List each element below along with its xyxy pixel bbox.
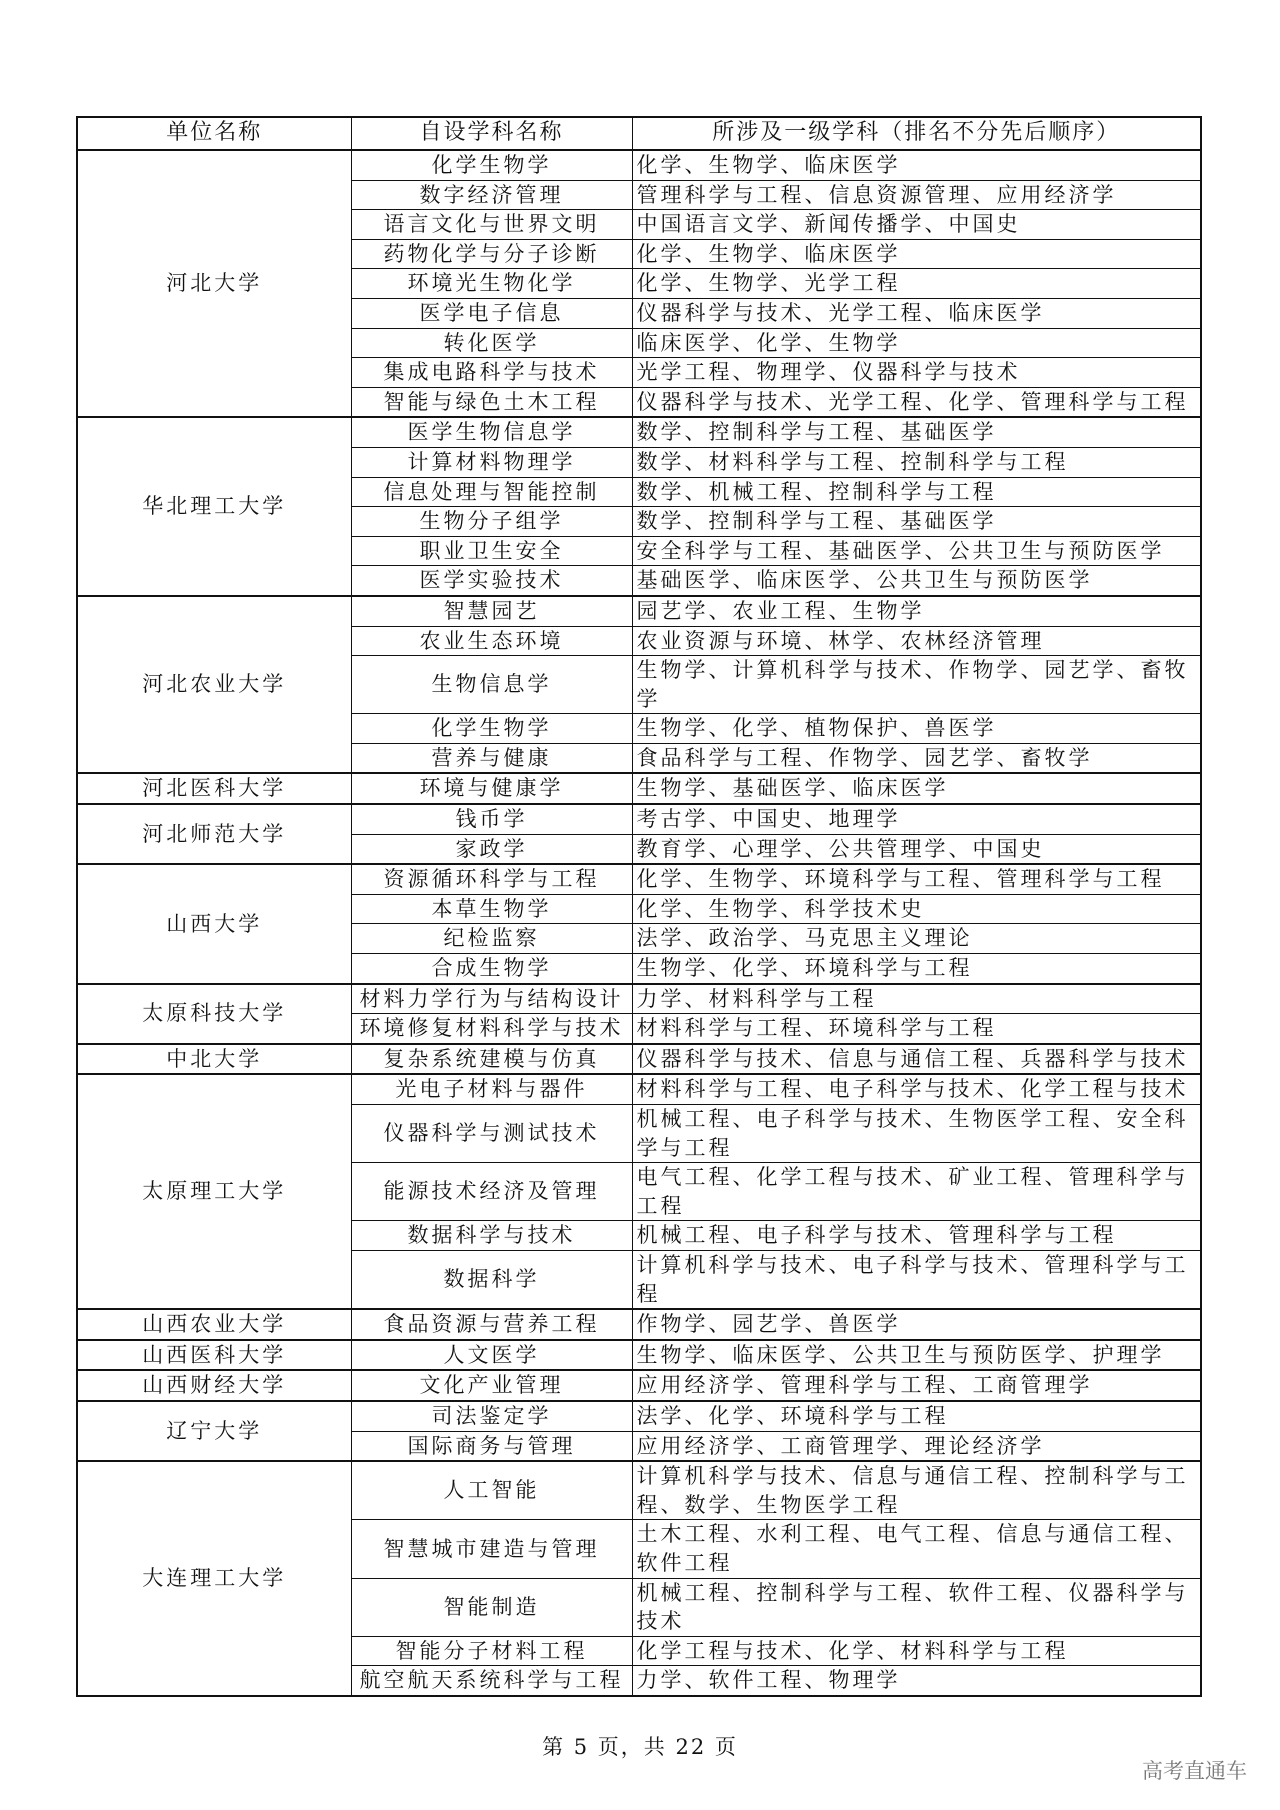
table-row: [77, 984, 1201, 1014]
disciplines-cell: 机械工程、控制科学与工程、软件工程、仪器科学与技术: [632, 1578, 1201, 1636]
subject-name-cell: 营养与健康: [351, 743, 632, 773]
table-row: [77, 1461, 1201, 1520]
disciplines-cell: 生物学、化学、环境科学与工程: [632, 954, 1201, 984]
table-header-row: [77, 117, 1201, 150]
subject-name-cell: 智慧城市建造与管理: [351, 1520, 632, 1578]
disciplines-cell: 考古学、中国史、地理学: [632, 804, 1201, 834]
disciplines-cell: 土木工程、水利工程、电气工程、信息与通信工程、软件工程: [632, 1520, 1201, 1578]
disciplines-cell: 安全科学与工程、基础医学、公共卫生与预防医学: [632, 536, 1201, 566]
unit-name-cell: 山西财经大学: [77, 1370, 351, 1401]
disciplines-cell: 材料科学与工程、环境科学与工程: [632, 1014, 1201, 1044]
unit-name-cell: 辽宁大学: [77, 1401, 351, 1461]
table-row: [77, 1074, 1201, 1104]
subject-table: [76, 116, 1202, 1697]
unit-name-cell: 河北农业大学: [77, 596, 351, 774]
subject-name-cell: 司法鉴定学: [351, 1401, 632, 1431]
disciplines-cell: 生物学、化学、植物保护、兽医学: [632, 714, 1201, 744]
disciplines-cell: 食品科学与工程、作物学、园艺学、畜牧学: [632, 743, 1201, 773]
disciplines-cell: 数学、机械工程、控制科学与工程: [632, 477, 1201, 507]
subject-name-cell: 环境与健康学: [351, 773, 632, 804]
subject-name-cell: 信息处理与智能控制: [351, 477, 632, 507]
subject-name-cell: 数字经济管理: [351, 180, 632, 210]
disciplines-cell: 数学、控制科学与工程、基础医学: [632, 507, 1201, 537]
disciplines-cell: 化学、生物学、环境科学与工程、管理科学与工程: [632, 864, 1201, 894]
subject-name-cell: 合成生物学: [351, 954, 632, 984]
disciplines-cell: 生物学、计算机科学与技术、作物学、园艺学、畜牧学: [632, 656, 1201, 714]
subject-name-cell: 资源循环科学与工程: [351, 864, 632, 894]
watermark: 高考直通车: [1142, 1759, 1247, 1783]
subject-name-cell: 语言文化与世界文明: [351, 210, 632, 240]
unit-name-cell: 太原理工大学: [77, 1074, 351, 1309]
subject-name-cell: 环境修复材料科学与技术: [351, 1014, 632, 1044]
subject-name-cell: 人文医学: [351, 1340, 632, 1371]
disciplines-cell: 生物学、临床医学、公共卫生与预防医学、护理学: [632, 1340, 1201, 1371]
subject-name-cell: 食品资源与营养工程: [351, 1309, 632, 1340]
table-row: [77, 1401, 1201, 1431]
table-row: [77, 773, 1201, 804]
subject-name-cell: 转化医学: [351, 328, 632, 358]
disciplines-cell: 机械工程、电子科学与技术、生物医学工程、安全科学与工程: [632, 1105, 1201, 1163]
subject-name-cell: 医学电子信息: [351, 298, 632, 328]
unit-name-cell: 华北理工大学: [77, 417, 351, 596]
disciplines-cell: 计算机科学与技术、电子科学与技术、管理科学与工程: [632, 1250, 1201, 1309]
unit-name-cell: 河北师范大学: [77, 804, 351, 864]
disciplines-cell: 化学、生物学、科学技术史: [632, 894, 1201, 924]
subject-name-cell: 职业卫生安全: [351, 536, 632, 566]
subject-name-cell: 药物化学与分子诊断: [351, 239, 632, 269]
subject-name-cell: 生物信息学: [351, 656, 632, 714]
subject-name-cell: 生物分子组学: [351, 507, 632, 537]
subject-name-cell: 集成电路科学与技术: [351, 358, 632, 388]
disciplines-cell: 仪器科学与技术、信息与通信工程、兵器科学与技术: [632, 1044, 1201, 1075]
table-row: [77, 417, 1201, 447]
subject-name-cell: 医学实验技术: [351, 566, 632, 596]
disciplines-cell: 临床医学、化学、生物学: [632, 328, 1201, 358]
disciplines-cell: 力学、软件工程、物理学: [632, 1666, 1201, 1696]
disciplines-cell: 应用经济学、管理科学与工程、工商管理学: [632, 1370, 1201, 1401]
disciplines-cell: 计算机科学与技术、信息与通信工程、控制科学与工程、数学、生物医学工程: [632, 1461, 1201, 1520]
subject-name-cell: 计算材料物理学: [351, 447, 632, 477]
subject-name-cell: 光电子材料与器件: [351, 1074, 632, 1104]
disciplines-cell: 化学、生物学、光学工程: [632, 269, 1201, 299]
table-row: [77, 1309, 1201, 1340]
disciplines-cell: 数学、控制科学与工程、基础医学: [632, 417, 1201, 447]
disciplines-cell: 材料科学与工程、电子科学与技术、化学工程与技术: [632, 1074, 1201, 1104]
subject-name-cell: 材料力学行为与结构设计: [351, 984, 632, 1014]
subject-name-cell: 纪检监察: [351, 924, 632, 954]
disciplines-cell: 农业资源与环境、林学、农林经济管理: [632, 626, 1201, 656]
disciplines-cell: 仪器科学与技术、光学工程、临床医学: [632, 298, 1201, 328]
disciplines-cell: 机械工程、电子科学与技术、管理科学与工程: [632, 1221, 1201, 1251]
subject-name-cell: 人工智能: [351, 1461, 632, 1520]
table-row: [77, 1340, 1201, 1371]
disciplines-cell: 法学、政治学、马克思主义理论: [632, 924, 1201, 954]
unit-name-cell: 太原科技大学: [77, 984, 351, 1044]
table-row: [77, 864, 1201, 894]
header-unit-name: 单位名称: [77, 117, 351, 150]
subject-name-cell: 智慧园艺: [351, 596, 632, 626]
disciplines-cell: 仪器科学与技术、光学工程、化学、管理科学与工程: [632, 387, 1201, 417]
subject-name-cell: 仪器科学与测试技术: [351, 1105, 632, 1163]
subject-name-cell: 数据科学与技术: [351, 1221, 632, 1251]
disciplines-cell: 化学工程与技术、化学、材料科学与工程: [632, 1636, 1201, 1666]
subject-name-cell: 农业生态环境: [351, 626, 632, 656]
table-row: [77, 1044, 1201, 1075]
disciplines-cell: 作物学、园艺学、兽医学: [632, 1309, 1201, 1340]
subject-name-cell: 化学生物学: [351, 150, 632, 180]
disciplines-cell: 园艺学、农业工程、生物学: [632, 596, 1201, 626]
disciplines-cell: 应用经济学、工商管理学、理论经济学: [632, 1431, 1201, 1461]
unit-name-cell: 山西医科大学: [77, 1340, 351, 1371]
header-disciplines: 所涉及一级学科（排名不分先后顺序）: [632, 117, 1201, 150]
unit-name-cell: 大连理工大学: [77, 1461, 351, 1696]
subject-name-cell: 航空航天系统科学与工程: [351, 1666, 632, 1696]
subject-name-cell: 数据科学: [351, 1250, 632, 1309]
subject-name-cell: 环境光生物化学: [351, 269, 632, 299]
disciplines-cell: 法学、化学、环境科学与工程: [632, 1401, 1201, 1431]
header-subject-name: 自设学科名称: [351, 117, 632, 150]
subject-name-cell: 智能分子材料工程: [351, 1636, 632, 1666]
subject-name-cell: 能源技术经济及管理: [351, 1163, 632, 1221]
subject-name-cell: 医学生物信息学: [351, 417, 632, 447]
disciplines-cell: 电气工程、化学工程与技术、矿业工程、管理科学与工程: [632, 1163, 1201, 1221]
table-row: [77, 1370, 1201, 1401]
disciplines-cell: 生物学、基础医学、临床医学: [632, 773, 1201, 804]
subject-name-cell: 本草生物学: [351, 894, 632, 924]
disciplines-cell: 中国语言文学、新闻传播学、中国史: [632, 210, 1201, 240]
unit-name-cell: 山西农业大学: [77, 1309, 351, 1340]
table-body: [77, 150, 1201, 1696]
subject-name-cell: 智能制造: [351, 1578, 632, 1636]
subject-name-cell: 文化产业管理: [351, 1370, 632, 1401]
table-row: [77, 150, 1201, 180]
unit-name-cell: 中北大学: [77, 1044, 351, 1075]
unit-name-cell: 河北大学: [77, 150, 351, 417]
disciplines-cell: 教育学、心理学、公共管理学、中国史: [632, 834, 1201, 864]
subject-name-cell: 钱币学: [351, 804, 632, 834]
disciplines-cell: 力学、材料科学与工程: [632, 984, 1201, 1014]
subject-name-cell: 家政学: [351, 834, 632, 864]
subject-name-cell: 国际商务与管理: [351, 1431, 632, 1461]
disciplines-cell: 数学、材料科学与工程、控制科学与工程: [632, 447, 1201, 477]
disciplines-cell: 管理科学与工程、信息资源管理、应用经济学: [632, 180, 1201, 210]
disciplines-cell: 化学、生物学、临床医学: [632, 150, 1201, 180]
table-row: [77, 596, 1201, 626]
unit-name-cell: 山西大学: [77, 864, 351, 983]
unit-name-cell: 河北医科大学: [77, 773, 351, 804]
disciplines-cell: 化学、生物学、临床医学: [632, 239, 1201, 269]
subject-name-cell: 智能与绿色土木工程: [351, 387, 632, 417]
subject-name-cell: 化学生物学: [351, 714, 632, 744]
disciplines-cell: 光学工程、物理学、仪器科学与技术: [632, 358, 1201, 388]
disciplines-cell: 基础医学、临床医学、公共卫生与预防医学: [632, 566, 1201, 596]
page-number: 第 5 页，共 22 页: [542, 1735, 738, 1759]
table-row: [77, 804, 1201, 834]
subject-name-cell: 复杂系统建模与仿真: [351, 1044, 632, 1075]
